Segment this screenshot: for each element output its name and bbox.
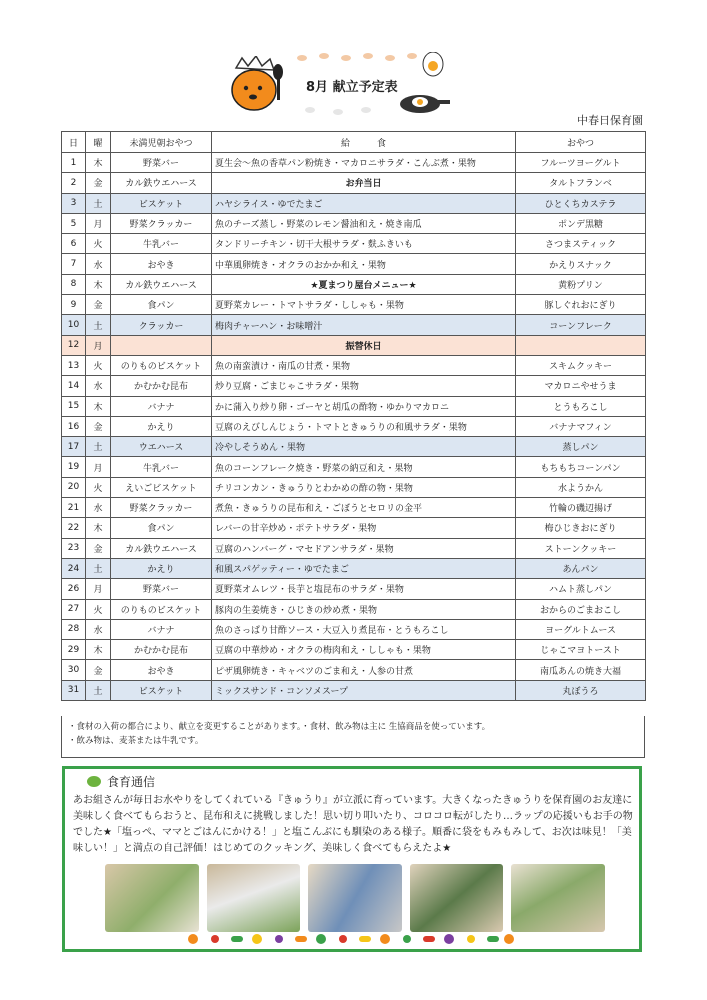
morning-snack-cell: かえり	[111, 416, 212, 436]
weekday-cell: 木	[86, 518, 111, 538]
morning-snack-cell: かむかむ昆布	[111, 640, 212, 660]
table-row	[62, 498, 646, 518]
newsletter-text: あお組さんが毎日お水やりをしてくれている『きゅうり』が立派に育っています。大きくなったきゅうりを保育園のお友達に美味しく食べてもらおうと、昆布和えに挑戦しました！思い切り叩いたり、コロコロ転がしたり…ラップの応援いもお手の物でした★「塩っぺ、ママとごはんにかける！」と塩こんぶにも馴染のある様子。順番に袋をもみもみして、お次は味見！「美味しい！」と満点の自己評価！はじめてのクッキング、美味しく食べてもらえたよ★	[73, 795, 633, 854]
table-row	[62, 518, 646, 538]
cooking-photo	[308, 864, 402, 932]
day-cell: 1	[62, 153, 86, 173]
weekday-cell: 木	[86, 274, 111, 294]
snack-cell: ポンデ黒糖	[516, 213, 646, 233]
table-row	[62, 416, 646, 436]
table-row	[62, 254, 646, 274]
lunch-cell: 魚のコーンフレーク焼き・野菜の納豆和え・果物	[212, 457, 516, 477]
menu-table-body	[62, 153, 646, 701]
day-cell: 7	[62, 254, 86, 274]
morning-snack-cell: 野菜バー	[111, 153, 212, 173]
table-row	[62, 599, 646, 619]
snack-cell: 豚しぐれおにぎり	[516, 295, 646, 315]
morning-snack-cell: のりものビスケット	[111, 599, 212, 619]
day-cell: 17	[62, 437, 86, 457]
morning-snack-cell: ビスケット	[111, 680, 212, 700]
notes	[61, 716, 645, 758]
weekday-cell: 火	[86, 477, 111, 497]
snack-cell: とうもろこし	[516, 396, 646, 416]
table-row	[62, 619, 646, 639]
lunch-cell: ピザ風卵焼き・キャベツのごま和え・人参の甘煮	[212, 660, 516, 680]
morning-snack-cell: 食パン	[111, 295, 212, 315]
vegetable-decoration-icon	[185, 932, 515, 946]
day-cell: 27	[62, 599, 86, 619]
lunch-cell: 煮魚・きゅうりの昆布和え・ごぼうとセロリの金平	[212, 498, 516, 518]
day-cell: 24	[62, 558, 86, 578]
snack-cell: ひとくちカステラ	[516, 193, 646, 213]
day-cell: 31	[62, 680, 86, 700]
table-row	[62, 640, 646, 660]
table-row	[62, 335, 646, 355]
weekday-cell: 木	[86, 153, 111, 173]
lunch-cell: 炒り豆腐・ごまじゃこサラダ・果物	[212, 376, 516, 396]
weekday-cell: 金	[86, 660, 111, 680]
table-row	[62, 538, 646, 558]
morning-snack-cell	[111, 335, 212, 355]
table-header-row	[62, 132, 646, 153]
lunch-cell: 豚肉の生姜焼き・ひじきの炒め煮・果物	[212, 599, 516, 619]
day-cell: 15	[62, 396, 86, 416]
snack-cell: ストーンクッキー	[516, 538, 646, 558]
weekday-cell: 水	[86, 619, 111, 639]
table-row	[62, 579, 646, 599]
cooking-photo	[410, 864, 504, 932]
morning-snack-cell: 野菜クラッカー	[111, 498, 212, 518]
snack-cell: かえりスナック	[516, 254, 646, 274]
lunch-cell: ハヤシライス・ゆでたまご	[212, 193, 516, 213]
lunch-cell: ★夏まつり屋台メニュー★	[212, 274, 516, 294]
lunch-cell: 夏野菜カレー・トマトサラダ・ししゃも・果物	[212, 295, 516, 315]
day-cell: 8	[62, 274, 86, 294]
weekday-cell: 土	[86, 193, 111, 213]
weekday-cell: 火	[86, 355, 111, 375]
snack-cell: 蒸しパン	[516, 437, 646, 457]
header-morning-snack: 未満児朝おやつ	[111, 132, 212, 153]
cooking-photo	[105, 864, 199, 932]
weekday-cell: 木	[86, 640, 111, 660]
day-cell: 14	[62, 376, 86, 396]
lunch-cell: 豆腐のえびしんじょう・トマトときゅうりの和風サラダ・果物	[212, 416, 516, 436]
weekday-cell: 土	[86, 437, 111, 457]
lunch-cell: 豆腐のハンバーグ・マセドアンサラダ・果物	[212, 538, 516, 558]
lunch-cell: 冷やしそうめん・果物	[212, 437, 516, 457]
day-cell: 26	[62, 579, 86, 599]
table-row	[62, 376, 646, 396]
table-row	[62, 437, 646, 457]
weekday-cell: 金	[86, 538, 111, 558]
snack-cell: 黄粉プリン	[516, 274, 646, 294]
table-row	[62, 355, 646, 375]
header-day: 日	[62, 132, 86, 153]
day-cell: 20	[62, 477, 86, 497]
morning-snack-cell: ウエハース	[111, 437, 212, 457]
lunch-cell: 振替休日	[212, 335, 516, 355]
weekday-cell: 木	[86, 396, 111, 416]
morning-snack-cell: クラッカー	[111, 315, 212, 335]
morning-snack-cell: かむかむ昆布	[111, 376, 212, 396]
table-row	[62, 274, 646, 294]
lunch-cell: 梅肉チャーハン・お味噌汁	[212, 315, 516, 335]
lunch-cell: お弁当日	[212, 173, 516, 193]
header-lunch: 給 食	[212, 132, 516, 153]
lunch-cell: ミックスサンド・コンソメスープ	[212, 680, 516, 700]
snack-cell	[516, 335, 646, 355]
day-cell: 13	[62, 355, 86, 375]
chef-mascot-icon	[222, 56, 292, 114]
newsletter-heading	[87, 773, 155, 790]
morning-snack-cell: のりものビスケット	[111, 355, 212, 375]
lunch-cell: 中華風卵焼き・オクラのおかか和え・果物	[212, 254, 516, 274]
weekday-cell: 土	[86, 680, 111, 700]
cooking-photo	[511, 864, 605, 932]
morning-snack-cell: ビスケット	[111, 193, 212, 213]
day-cell: 10	[62, 315, 86, 335]
newsletter-title: 食育通信	[107, 775, 156, 789]
header-snack: おやつ	[516, 132, 646, 153]
lunch-cell: 和風スパゲッティー・ゆでたまご	[212, 558, 516, 578]
cooking-photo	[207, 864, 301, 932]
morning-snack-cell: カル鉄ウエハース	[111, 173, 212, 193]
snack-cell: バナナマフィン	[516, 416, 646, 436]
snack-cell: さつまスティック	[516, 234, 646, 254]
menu-table	[61, 131, 646, 701]
leaf-icon	[87, 776, 101, 787]
page-title: 8月 献立予定表	[306, 80, 398, 95]
snack-cell: マカロニやせうま	[516, 376, 646, 396]
nursery-name: 中春日保育園	[577, 114, 643, 127]
photo-strip	[105, 864, 605, 932]
morning-snack-cell: おやき	[111, 254, 212, 274]
table-row	[62, 295, 646, 315]
snack-cell: 竹輪の磯辺揚げ	[516, 498, 646, 518]
lunch-cell: 夏生会～魚の香草パン粉焼き・マカロニサラダ・こんぶ煮・果物	[212, 153, 516, 173]
weekday-cell: 月	[86, 457, 111, 477]
day-cell: 30	[62, 660, 86, 680]
lunch-cell: チリコンカン・きゅうりとわかめの酢の物・果物	[212, 477, 516, 497]
day-cell: 6	[62, 234, 86, 254]
day-cell: 21	[62, 498, 86, 518]
table-row	[62, 457, 646, 477]
table-row	[62, 234, 646, 254]
day-cell: 9	[62, 295, 86, 315]
weekday-cell: 火	[86, 599, 111, 619]
morning-snack-cell: 牛乳バー	[111, 457, 212, 477]
weekday-cell: 水	[86, 254, 111, 274]
morning-snack-cell: 牛乳バー	[111, 234, 212, 254]
snack-cell: 梅ひじきおにぎり	[516, 518, 646, 538]
table-row	[62, 193, 646, 213]
snack-cell: おからのごまおこし	[516, 599, 646, 619]
morning-snack-cell: かえり	[111, 558, 212, 578]
snack-cell: あんパン	[516, 558, 646, 578]
weekday-cell: 月	[86, 213, 111, 233]
note-line: ・飲み物は、麦茶または牛乳です。	[68, 736, 204, 746]
day-cell: 3	[62, 193, 86, 213]
table-row	[62, 315, 646, 335]
day-cell: 19	[62, 457, 86, 477]
food-education-newsletter	[62, 766, 642, 952]
weekday-cell: 水	[86, 376, 111, 396]
weekday-cell: 金	[86, 416, 111, 436]
lunch-cell: かに蒲入り炒り卵・ゴーヤと胡瓜の酢物・ゆかりマカロニ	[212, 396, 516, 416]
morning-snack-cell: カル鉄ウエハース	[111, 538, 212, 558]
lunch-cell: 夏野菜オムレツ・長芋と塩昆布のサラダ・果物	[212, 579, 516, 599]
lunch-cell: レバーの甘辛炒め・ポテトサラダ・果物	[212, 518, 516, 538]
table-row	[62, 660, 646, 680]
day-cell: 5	[62, 213, 86, 233]
morning-snack-cell: おやき	[111, 660, 212, 680]
snack-cell: 南瓜あんの焼き大福	[516, 660, 646, 680]
morning-snack-cell: バナナ	[111, 396, 212, 416]
weekday-cell: 土	[86, 315, 111, 335]
snack-cell: フルーツヨーグルト	[516, 153, 646, 173]
snack-cell: コーンフレーク	[516, 315, 646, 335]
header-weekday: 曜	[86, 132, 111, 153]
morning-snack-cell: 野菜バー	[111, 579, 212, 599]
lunch-cell: 魚のチーズ蒸し・野菜のレモン醤油和え・焼き南瓜	[212, 213, 516, 233]
table-row	[62, 213, 646, 233]
table-row	[62, 558, 646, 578]
snack-cell: 水ようかん	[516, 477, 646, 497]
snack-cell: ヨーグルトムース	[516, 619, 646, 639]
morning-snack-cell: 食パン	[111, 518, 212, 538]
table-row	[62, 173, 646, 193]
snack-cell: タルトフランベ	[516, 173, 646, 193]
page-header	[0, 0, 707, 130]
table-row	[62, 396, 646, 416]
day-cell: 29	[62, 640, 86, 660]
weekday-cell: 金	[86, 173, 111, 193]
lunch-cell: タンドリーチキン・切干大根サラダ・麩ふきいも	[212, 234, 516, 254]
snack-cell: もちもちコーンパン	[516, 457, 646, 477]
day-cell: 28	[62, 619, 86, 639]
snack-cell: 丸ぼうろ	[516, 680, 646, 700]
weekday-cell: 水	[86, 498, 111, 518]
weekday-cell: 月	[86, 579, 111, 599]
weekday-cell: 火	[86, 234, 111, 254]
note-line: ・食材の入荷の都合により、献立を変更することがあります。・食材、飲み物は主に 生協商品を使っています。	[68, 722, 491, 732]
day-cell: 22	[62, 518, 86, 538]
weekday-cell: 土	[86, 558, 111, 578]
snack-cell: スキムクッキー	[516, 355, 646, 375]
weekday-cell: 月	[86, 335, 111, 355]
morning-snack-cell: えいごビスケット	[111, 477, 212, 497]
snack-cell: じゃこマヨトースト	[516, 640, 646, 660]
day-cell: 23	[62, 538, 86, 558]
morning-snack-cell: バナナ	[111, 619, 212, 639]
snack-cell: ハムト蒸しパン	[516, 579, 646, 599]
day-cell: 16	[62, 416, 86, 436]
day-cell: 2	[62, 173, 86, 193]
lunch-cell: 魚の南蛮漬け・南瓜の甘煮・果物	[212, 355, 516, 375]
lunch-cell: 豆腐の中華炒め・オクラの梅肉和え・ししゃも・果物	[212, 640, 516, 660]
table-row	[62, 153, 646, 173]
morning-snack-cell: カル鉄ウエハース	[111, 274, 212, 294]
table-row	[62, 477, 646, 497]
day-cell: 12	[62, 335, 86, 355]
lunch-cell: 魚のさっぱり甘酢ソース・大豆入り煮昆布・とうもろこし	[212, 619, 516, 639]
morning-snack-cell: 野菜クラッカー	[111, 213, 212, 233]
weekday-cell: 金	[86, 295, 111, 315]
table-row	[62, 680, 646, 700]
